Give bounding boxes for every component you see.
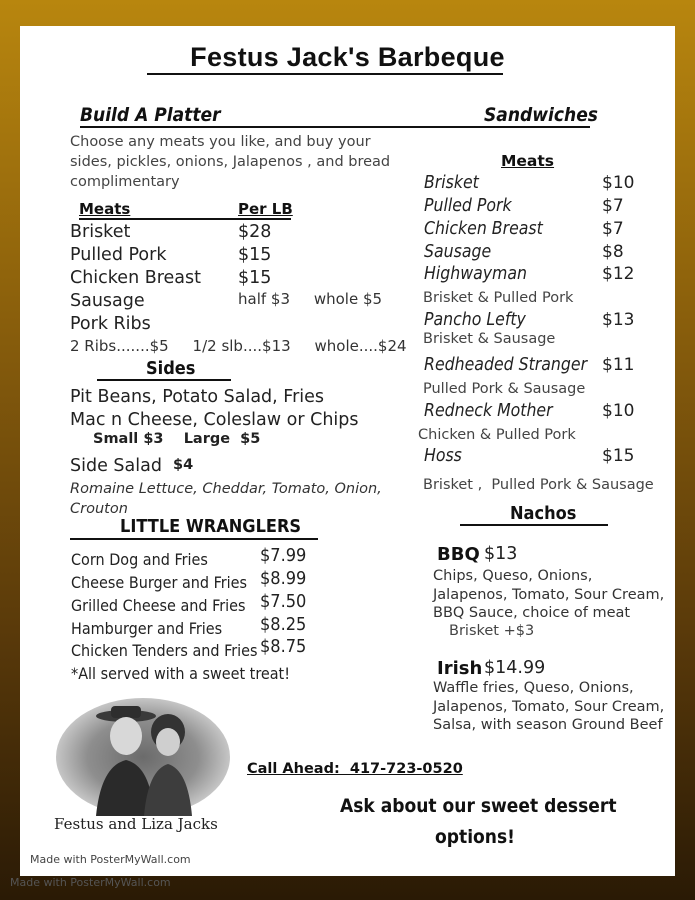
- platter-item-name: Sausage: [70, 291, 145, 311]
- sandwich-price: $13: [602, 310, 635, 330]
- sandwich-description: Brisket , Pulled Pork & Sausage: [423, 477, 654, 493]
- sandwiches-heading: Sandwiches: [484, 104, 598, 126]
- sandwich-price: $8: [602, 242, 624, 262]
- wrangler-item-price: $8.25: [260, 614, 307, 635]
- sandwich-description: Brisket & Sausage: [423, 331, 556, 347]
- nacho-bbq-price: $13: [484, 544, 518, 564]
- wrangler-item-name: Hamburger and Fries: [71, 619, 223, 638]
- sandwich-name: Highwayman: [424, 264, 528, 284]
- platter-item-name: Chicken Breast: [70, 268, 202, 288]
- wranglers-note: *All served with a sweet treat!: [71, 664, 290, 683]
- sandwich-name: Pancho Lefty: [424, 310, 526, 330]
- nacho-irish-name: Irish: [437, 658, 483, 679]
- founders-photo-icon: [56, 698, 230, 816]
- sandwich-price: $15: [602, 446, 635, 466]
- wrangler-item-price: $7.99: [260, 545, 307, 566]
- ribs-pricing: 2 Ribs.......$5 1/2 slb....$13 whole....$24: [70, 337, 407, 355]
- sides-heading: Sides: [146, 358, 196, 379]
- sandwich-price: $11: [602, 355, 635, 375]
- sandwich-name: Redneck Mother: [424, 401, 553, 421]
- nacho-irish-description: Waffle fries, Queso, Onions, Jalapenos, Tomato, Sour Cream, Salsa, with season Ground Beef: [433, 680, 665, 733]
- platter-item-name: Pork Ribs: [70, 314, 151, 334]
- little-wranglers-heading: LITTLE WRANGLERS: [120, 516, 302, 537]
- sandwich-name: Sausage: [424, 242, 492, 262]
- wrangler-item-name: Chicken Tenders and Fries: [71, 641, 258, 660]
- wranglers-underline: [70, 538, 318, 540]
- wrangler-item-name: Corn Dog and Fries: [71, 550, 208, 569]
- sandwich-name: Brisket: [424, 173, 479, 193]
- sides-line: Pit Beans, Potato Salad, Fries: [70, 387, 325, 407]
- nacho-irish-price: $14.99: [484, 658, 546, 678]
- sandwich-price: $12: [602, 264, 635, 284]
- sides-underline: [97, 379, 231, 381]
- platter-item-price: half $3 whole $5: [238, 290, 383, 308]
- sandwich-price: $10: [602, 401, 635, 421]
- sandwich-price: $7: [602, 219, 624, 239]
- wrangler-item-price: $8.99: [260, 568, 307, 589]
- nachos-heading: Nachos: [510, 503, 577, 524]
- nachos-underline: [460, 524, 608, 526]
- sandwich-description: Pulled Pork & Sausage: [423, 381, 586, 397]
- platter-item-price: $15: [238, 245, 272, 265]
- call-ahead-phone: Call Ahead: 417-723-0520: [247, 761, 463, 777]
- side-salad-description: Romaine Lettuce, Cheddar, Tomato, Onion, Crouton: [70, 481, 382, 517]
- footer-made-with: Made with PosterMyWall.com: [30, 853, 191, 866]
- watermark: Made with PosterMyWall.com: [10, 876, 171, 889]
- platter-item-price: $15: [238, 268, 272, 288]
- platter-item-price: $28: [238, 222, 272, 242]
- wrangler-item-price: $8.75: [260, 636, 307, 657]
- sides-sizes: Small $3 Large $5: [93, 431, 261, 447]
- platter-item-name: Pulled Pork: [70, 245, 167, 265]
- sandwich-description: Chicken & Pulled Pork: [418, 427, 576, 443]
- nacho-bbq-name: BBQ: [437, 544, 480, 565]
- title-underline: [147, 73, 503, 75]
- wrangler-item-price: $7.50: [260, 591, 307, 612]
- platter-item-name: Brisket: [70, 222, 131, 242]
- wrangler-item-name: Cheese Burger and Fries: [71, 573, 247, 592]
- platter-underline: [80, 126, 590, 128]
- dessert-line: options!: [435, 826, 515, 848]
- meats-header-underline: [79, 218, 291, 220]
- sandwich-name: Redheaded Stranger: [424, 355, 588, 375]
- nacho-bbq-extra: Brisket +$3: [449, 623, 535, 639]
- side-salad-price: $4: [173, 457, 194, 473]
- platter-heading: Build A Platter: [80, 104, 221, 126]
- sandwich-meats-header: Meats: [501, 152, 555, 170]
- perlb-column-header: Per LB: [238, 200, 293, 218]
- sides-line: Mac n Cheese, Coleslaw or Chips: [70, 410, 359, 430]
- sandwich-description: Brisket & Pulled Pork: [423, 290, 574, 306]
- sandwich-price: $10: [602, 173, 635, 193]
- page-title: Festus Jack's Barbeque: [190, 42, 505, 72]
- dessert-note: [340, 791, 617, 853]
- wrangler-item-name: Grilled Cheese and Fries: [71, 596, 246, 615]
- dessert-line: Ask about our sweet dessert: [340, 795, 617, 817]
- platter-intro: Choose any meats you like, and buy your sides, pickles, onions, Jalapenos , and bread complimentary: [70, 134, 391, 190]
- founders-photo: [56, 698, 230, 816]
- menu-page: [20, 26, 675, 876]
- sandwich-name: Chicken Breast: [424, 219, 543, 239]
- side-salad-label: Side Salad: [70, 456, 162, 476]
- nacho-bbq-description: Chips, Queso, Onions, Jalapenos, Tomato, Sour Cream, BBQ Sauce, choice of meat: [433, 568, 665, 621]
- sandwich-name: Hoss: [424, 446, 462, 466]
- sandwich-price: $7: [602, 196, 624, 216]
- photo-caption: Festus and Liza Jacks: [54, 815, 218, 833]
- sandwich-name: Pulled Pork: [424, 196, 512, 216]
- meats-column-header: Meats: [79, 200, 131, 218]
